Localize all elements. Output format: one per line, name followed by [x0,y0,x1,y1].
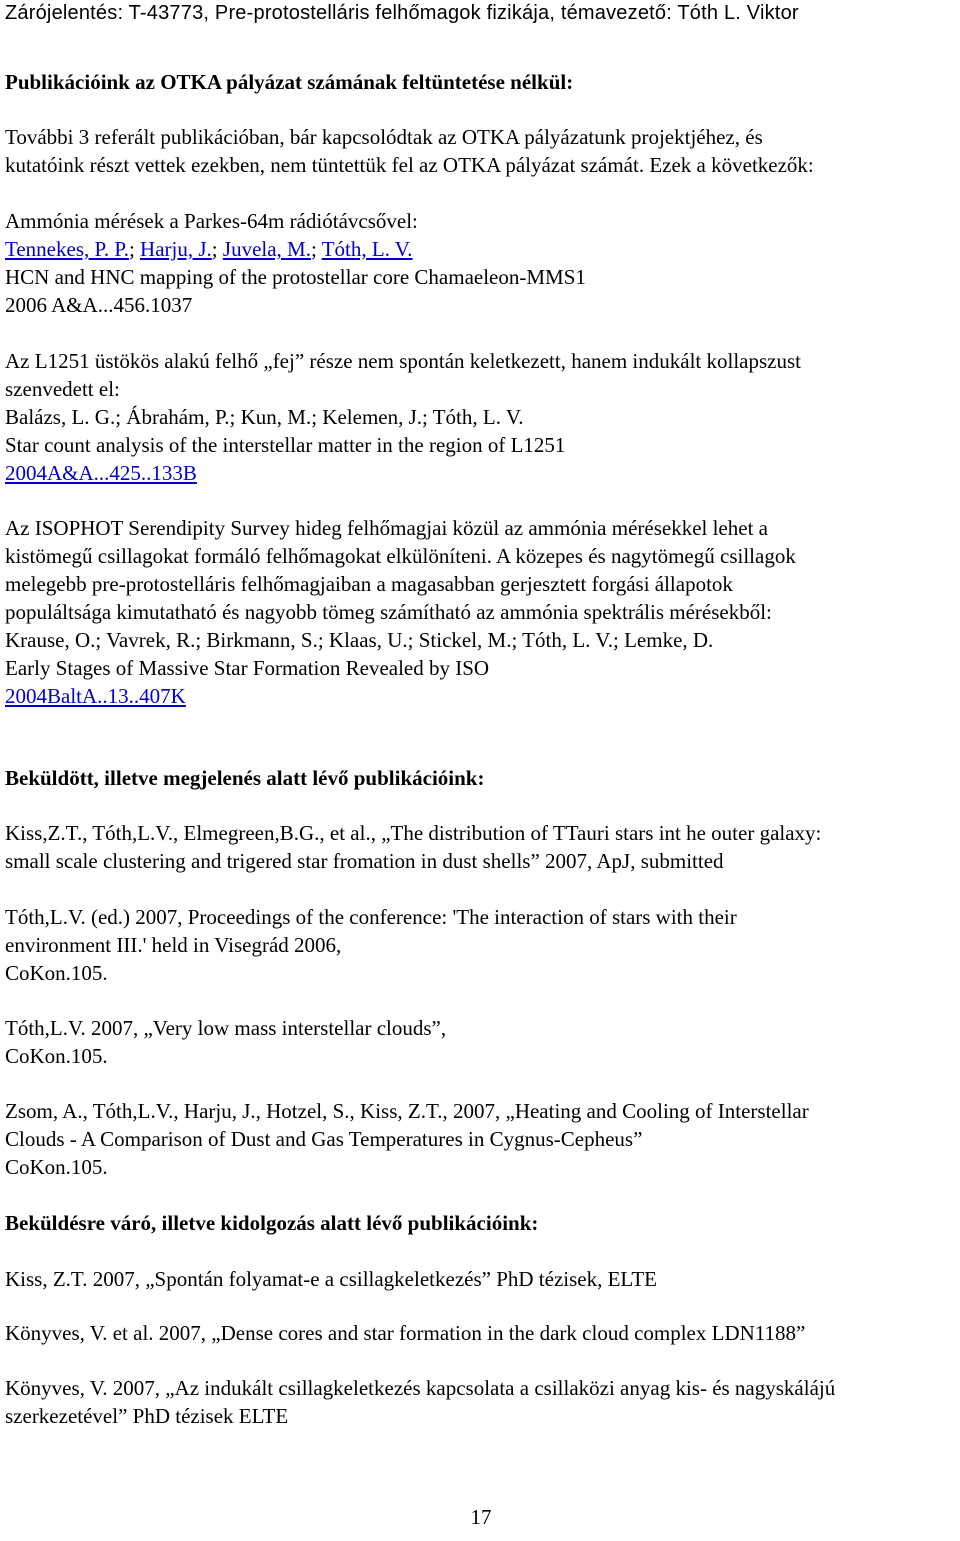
section-heading-submitted: Beküldött, illetve megjelenés alatt lévő publikációink: [5,766,485,790]
author-link-toth[interactable]: Tóth, L. V. [321,237,413,261]
submitted-item-1-line-2: small scale clustering and trigered star fromation in dust shells” 2007, ApJ, submitted [5,849,724,873]
page-number: 17 [470,1505,492,1529]
author-link-juvela[interactable]: Juvela, M. [222,237,311,261]
section-heading-in-preparation: Beküldésre váró, illetve kidolgozás alatt lévő publikációink: [5,1211,539,1235]
submitted-item-4-line-2: Clouds - A Comparison of Dust and Gas Temperatures in Cygnus-Cepheus” [5,1127,643,1151]
pub3-title: Early Stages of Massive Star Formation Revealed by ISO [5,656,490,680]
preparation-item-2: Könyves, V. et al. 2007, „Dense cores and star formation in the dark cloud complex LDN1188” [5,1321,806,1345]
submitted-item-2-line-3: CoKon.105. [5,961,108,985]
preparation-item-1: Kiss, Z.T. 2007, „Spontán folyamat-e a csillagkeletkezés” PhD tézisek, ELTE [5,1267,657,1291]
pub3-description-line-3: melegebb pre-protostelláris felhőmagjaiban a magasabban gerjesztett forgási állapotok [5,572,733,596]
pub2-description-line-1: Az L1251 üstökös alakú felhő „fej” része nem spontán keletkezett, hanem indukált kollapszust [5,349,802,373]
author-link-harju[interactable]: Harju, J. [140,237,212,261]
pub3-description-line-4: populáltsága kimutatható és nagyobb tömeg számítható az ammónia spektrális mérésekből: [5,600,772,624]
pub1-authors [5,236,413,262]
author-link-tennekes[interactable]: Tennekes, P. P. [5,237,129,261]
preparation-item-3-line-1: Könyves, V. 2007, „Az indukált csillagkeletkezés kapcsolata a csillaközi anyag kis- és nagyskálájú [5,1376,836,1400]
pub2-authors: Balázs, L. G.; Ábrahám, P.; Kun, M.; Kelemen, J.; Tóth, L. V. [5,405,524,429]
pub2-reference-link[interactable]: 2004A&A...425..133B [5,461,197,485]
pub3-description-line-2: kistömegű csillagokat formáló felhőmagokat elkülöníteni. A közepes és nagytömegű csillagok [5,544,796,568]
pub1-title: HCN and HNC mapping of the protostellar core Chamaeleon-MMS1 [5,265,586,289]
submitted-item-3-line-2: CoKon.105. [5,1044,108,1068]
pub3-reference-link[interactable]: 2004BaltA..13..407K [5,684,186,708]
author-separator: ; [211,237,223,261]
author-separator: ; [310,237,322,261]
pub2-description-line-2: szenvedett el: [5,377,120,401]
submitted-item-3-line-1: Tóth,L.V. 2007, „Very low mass interstellar clouds”, [5,1016,447,1040]
intro-line-1: További 3 referált publikációban, bár kapcsolódtak az OTKA pályázatunk projektjéhez, és [5,125,763,149]
intro-line-2: kutatóink részt vettek ezekben, nem tüntettük fel az OTKA pályázat számát. Ezek a következők: [5,153,814,177]
section-heading-without-otka: Publikációink az OTKA pályázat számának feltüntetése nélkül: [5,70,574,94]
pub3-authors: Krause, O.; Vavrek, R.; Birkmann, S.; Klaas, U.; Stickel, M.; Tóth, L. V.; Lemke, D. [5,628,714,652]
pub2-reference-row [5,460,197,486]
submitted-item-1-line-1: Kiss,Z.T., Tóth,L.V., Elmegreen,B.G., et al., „The distribution of TTauri stars int he outer galaxy: [5,821,822,845]
author-separator: ; [128,237,141,261]
pub3-reference-row [5,683,186,709]
running-header: Zárójelentés: T-43773, Pre-protostelláris felhőmagok fizikája, témavezető: Tóth L. Viktor [5,2,799,24]
pub3-description-line-1: Az ISOPHOT Serendipity Survey hideg felhőmagjai közül az ammónia mérésekkel lehet a [5,516,768,540]
pub1-reference: 2006 A&A...456.1037 [5,293,193,317]
submitted-item-4-line-3: CoKon.105. [5,1155,108,1179]
preparation-item-3-line-2: szerkezetével” PhD tézisek ELTE [5,1404,289,1428]
submitted-item-4-line-1: Zsom, A., Tóth,L.V., Harju, J., Hotzel, S., Kiss, Z.T., 2007, „Heating and Cooling of Interstellar [5,1099,809,1123]
submitted-item-2-line-2: environment III.' held in Visegrád 2006, [5,933,342,957]
pub1-description: Ammónia mérések a Parkes-64m rádiótávcsővel: [5,209,418,233]
submitted-item-2-line-1: Tóth,L.V. (ed.) 2007, Proceedings of the conference: 'The interaction of stars with their [5,905,737,929]
pub2-title: Star count analysis of the interstellar matter in the region of L1251 [5,433,566,457]
